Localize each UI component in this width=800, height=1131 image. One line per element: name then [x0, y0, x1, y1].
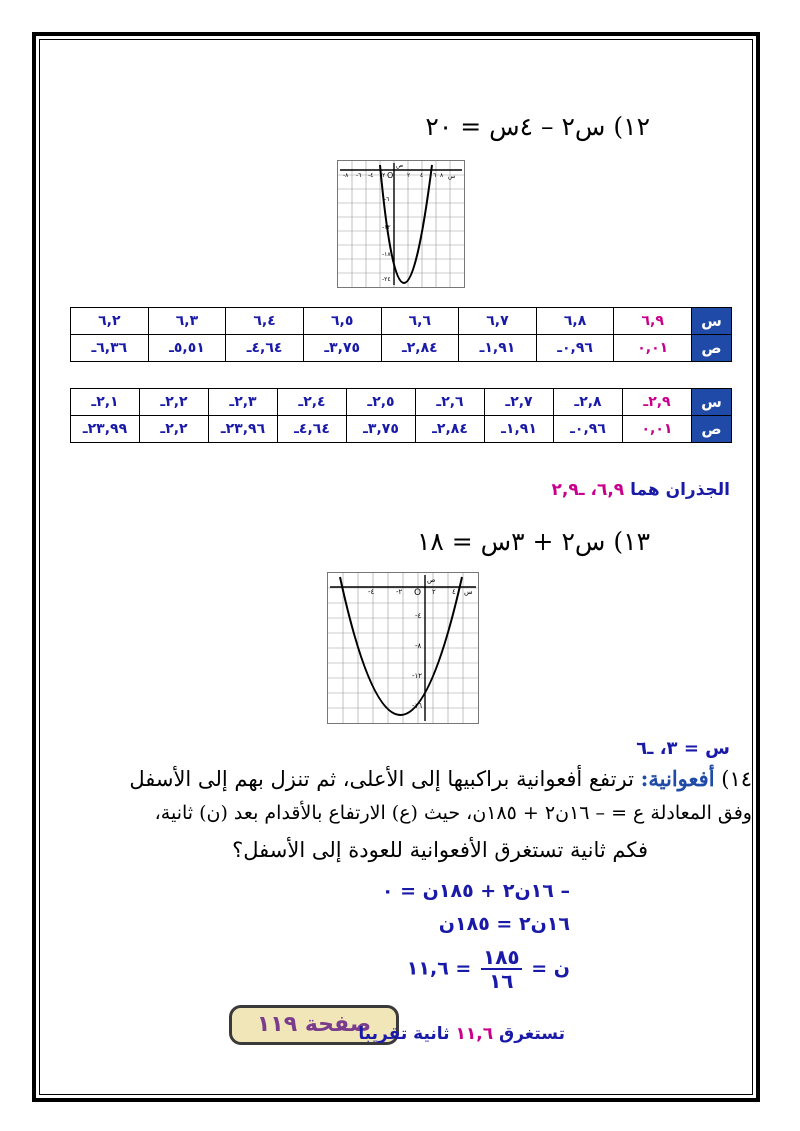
conclusion-value: ١١,٦	[455, 1024, 494, 1044]
table-cell: ٢,٢ـ	[140, 416, 209, 443]
problem-14-step-1: – ١٦ن٢ + ١٨٥ن = ٠	[381, 880, 570, 902]
problem-13-graph	[327, 572, 479, 724]
problem-13-answer: س = ٣، ـ٦	[636, 738, 730, 759]
x-axis-label: س	[448, 173, 456, 180]
y-axis-label: ص	[427, 576, 436, 584]
problem-13-equation: س٢ + ٣س = ١٨	[416, 527, 606, 556]
table-cell: ٢,٨٤ـ	[381, 335, 459, 362]
table-cell: ١,٩١ـ	[459, 335, 537, 362]
tick-x-pos-2: ٤	[452, 588, 456, 596]
table-row	[71, 308, 732, 335]
table-cell: ٢,٩ـ	[623, 389, 692, 416]
tick-x-pos-1: ٢	[432, 588, 436, 596]
step-3-rhs: = ١١,٦	[406, 957, 472, 980]
table-cell: ٦,٢	[71, 308, 149, 335]
table-cell: ٠,٩٦ـ	[536, 335, 614, 362]
problem-14-conclusion	[358, 1024, 565, 1044]
table-cell: ٢,٨ـ	[554, 389, 623, 416]
page-number-stamp: صفحة ١١٩	[229, 1005, 399, 1045]
roots-prefix: الجذران هما	[630, 480, 730, 500]
tick-x-pos-3: ٦	[433, 172, 437, 179]
x-axis-label: س	[464, 588, 473, 596]
y-axis-label: ص	[396, 162, 404, 169]
table-cell: ٦,٨	[536, 308, 614, 335]
problem-12-graph	[337, 160, 465, 288]
table-cell: ٥,٥١ـ	[148, 335, 226, 362]
tick-y-3: -١٨	[382, 251, 391, 258]
step-3-lhs: ن =	[531, 957, 570, 980]
tick-x-neg-3: -٦	[356, 172, 362, 179]
table-cell: ٢,٥ـ	[347, 389, 416, 416]
tick-y-1: -٤	[415, 612, 422, 620]
problem-12-table-2	[70, 388, 732, 443]
fraction	[481, 946, 522, 992]
table-cell: ٦,٤	[226, 308, 304, 335]
problem-14-step-3	[407, 946, 570, 992]
tick-x-neg-1: -٢	[396, 588, 403, 596]
table-cell: ٢,٦ـ	[416, 389, 485, 416]
problem-13-heading	[417, 527, 650, 556]
table-cell: ٤,٦٤ـ	[278, 416, 347, 443]
tick-y-4: -١٦	[412, 702, 423, 710]
problem-14-step-2: ١٦ن٢ = ١٨٥ن	[438, 913, 570, 935]
table-cell: ٢,٣ـ	[209, 389, 278, 416]
tick-x-pos-2: ٤	[420, 172, 424, 179]
table-header-x: س	[692, 308, 732, 335]
table-cell: ٦,٣	[148, 308, 226, 335]
tick-x-pos-1: ٢	[407, 172, 411, 179]
problem-13-number: ١٣)	[613, 527, 650, 556]
problem-12-table-1	[70, 307, 732, 362]
table-cell: ٦,٥	[303, 308, 381, 335]
table-cell: ١,٩١ـ	[485, 416, 554, 443]
problem-12-equation: س٢ – ٤س = ٢٠	[425, 112, 606, 141]
conclusion-suffix: ثانية تقريبا	[358, 1024, 450, 1044]
table-cell: ٢,٢ـ	[140, 389, 209, 416]
origin-label: O	[414, 588, 422, 598]
conclusion-prefix: تستغرق	[499, 1024, 565, 1044]
table-header-y: ص	[692, 416, 732, 443]
tick-y-2: -٨	[415, 642, 422, 650]
table-cell: ٢,٤ـ	[278, 389, 347, 416]
table-cell: ٢٣,٩٩ـ	[71, 416, 140, 443]
table-cell: ٠,٠١	[614, 335, 692, 362]
tick-x-neg-2: -٤	[368, 172, 374, 179]
table-row	[71, 416, 732, 443]
tick-x-pos-4: ٨	[440, 172, 444, 179]
tick-x-neg-4: -٨	[343, 172, 349, 179]
fraction-numerator: ١٨٥	[482, 945, 520, 969]
table-cell: ٦,٦	[381, 308, 459, 335]
table-cell: ٤,٦٤ـ	[226, 335, 304, 362]
table-cell: ٢,٧ـ	[485, 389, 554, 416]
problem-12-number: ١٢)	[613, 112, 650, 141]
table-cell: ٠,٠١	[623, 416, 692, 443]
table-cell: ٣,٧٥ـ	[347, 416, 416, 443]
problem-12-roots	[552, 480, 730, 500]
table-cell: ٣,٧٥ـ	[303, 335, 381, 362]
problem-14-keyword: أفعوانية:	[640, 766, 715, 791]
problem-14-text-1: ترتفع أفعوانية براكبيها إلى الأعلى، ثم تنزل بهم إلى الأسفل	[129, 767, 634, 791]
tick-y-2: -١٢	[382, 224, 391, 231]
table-cell: ٢٣,٩٦ـ	[209, 416, 278, 443]
origin-label: O	[387, 171, 394, 180]
problem-12-heading	[425, 112, 650, 141]
roots-value: ٦,٩، ـ٢,٩	[551, 480, 625, 500]
table-cell: ٢,١ـ	[71, 389, 140, 416]
table-cell: ٦,٩	[614, 308, 692, 335]
problem-14-line-3: فكم ثانية تستغرق الأفعوانية للعودة إلى الأسفل؟	[232, 838, 648, 862]
table-row	[71, 335, 732, 362]
table-header-x: س	[692, 389, 732, 416]
tick-x-neg-1: -٢	[380, 172, 386, 179]
table-row	[71, 389, 732, 416]
table-cell: ٦,٣٦ـ	[71, 335, 149, 362]
table-header-y: ص	[692, 335, 732, 362]
table-cell: ٦,٧	[459, 308, 537, 335]
problem-14-number: ١٤)	[721, 767, 752, 791]
table-cell: ٠,٩٦ـ	[554, 416, 623, 443]
tick-y-4: -٢٤	[382, 276, 391, 283]
tick-y-3: -١٢	[412, 672, 423, 680]
fraction-denominator: ١٦	[489, 969, 514, 993]
problem-14-line-1	[129, 766, 752, 791]
tick-x-neg-2: -٤	[368, 588, 375, 596]
tick-y-1: -٦	[384, 196, 390, 203]
table-cell: ٢,٨٤ـ	[416, 416, 485, 443]
problem-14-line-2: وفق المعادلة ع = – ١٦ن٢ + ١٨٥ن، حيث (ع) الارتفاع بالأقدام بعد (ن) ثانية،	[154, 802, 752, 824]
